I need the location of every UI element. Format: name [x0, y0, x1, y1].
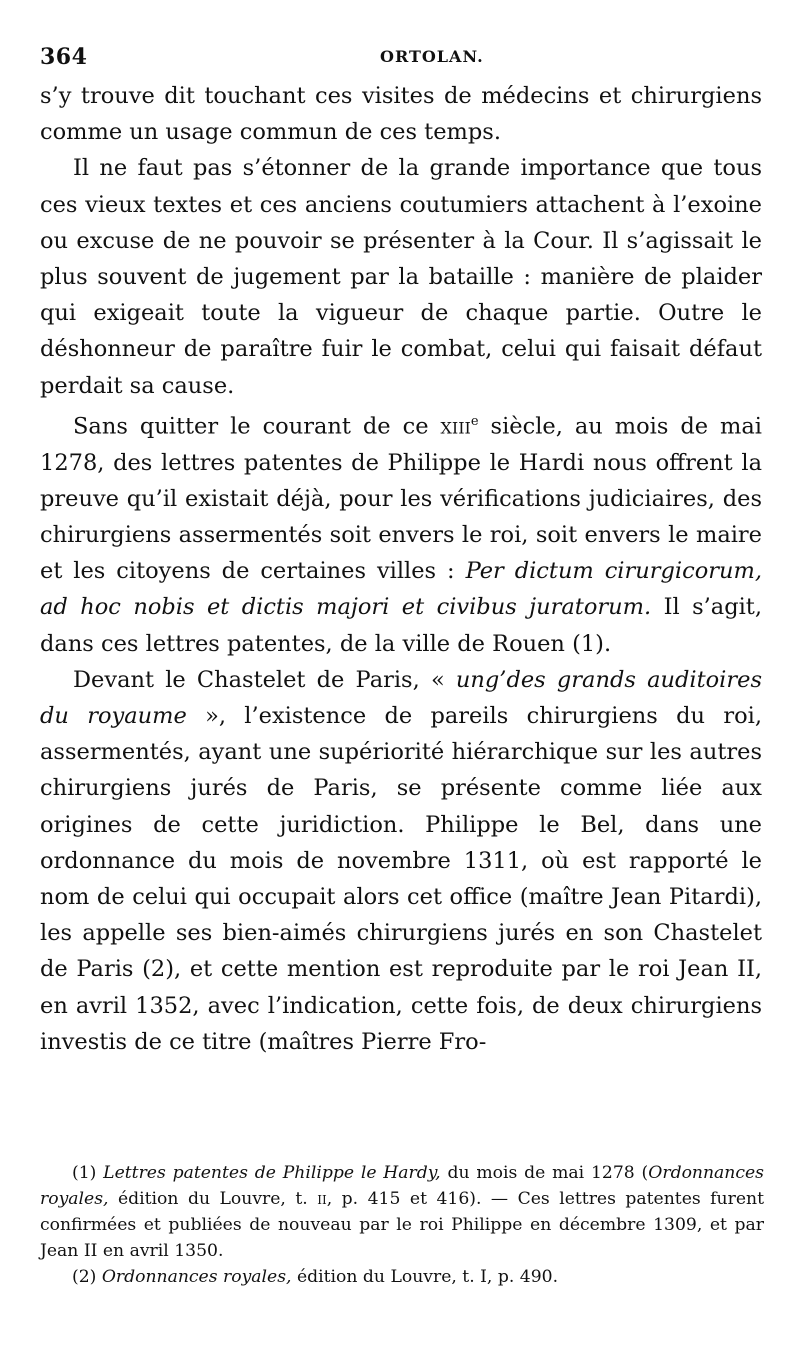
paragraph-text: siècle, au mois de mai 1278, des lettres patentes de Philippe le Hardi nous offrent la preuve qu’il existait déjà, pour les vérifications judiciaires, des chirurgiens assermentés soit envers le roi, soit envers le maire et les citoyens de certaines villes : [40, 413, 762, 585]
paragraph-text: Il s’agit, dans ces lettres patentes, de la ville de Rouen (1). [40, 594, 762, 657]
page-number: 364 [40, 44, 88, 70]
century-superscript: e [470, 413, 479, 429]
paragraph-exoine [40, 150, 762, 403]
footnote-1 [40, 1160, 764, 1264]
volume-numeral: ii [317, 1189, 327, 1209]
paragraph-continuation [40, 78, 762, 150]
footnotes [40, 1160, 764, 1290]
quoted-phrase: ung’des grands auditoires du royaume [40, 666, 762, 729]
paragraph-text: s’y trouve dit touchant ces visites de médecins et chirurgiens comme un usage commun de ces temps. [40, 83, 762, 146]
footnote-title: Ordonnances royales, [101, 1267, 292, 1287]
paragraph-text: Devant le Chastelet de Paris, « [73, 666, 456, 693]
footnote-text: édition du Louvre, t. [108, 1189, 318, 1209]
footnote-marker: (2) [72, 1267, 102, 1287]
footnote-title: Ordonnances royales, [40, 1163, 764, 1209]
paragraph-lettres-patentes [40, 404, 762, 662]
footnote-2 [40, 1264, 764, 1290]
paragraph-text: Il ne faut pas s’étonner de la grande importance que tous ces vieux textes et ces anciens coutumiers attachent à l’exoine ou excuse de ne pouvoir se présenter à la Cour. Il s’agissait le plus souvent de jugement par la bataille : manière de plaider qui exigeait toute la vigueur de chaque partie. Outre le déshonneur de paraître fuir le combat, celui qui faisait défaut perdait sa cause. [40, 155, 762, 399]
paragraph-text: Sans quitter le courant de ce [73, 413, 441, 440]
running-head: ORTOLAN. [380, 47, 484, 66]
page-header [40, 44, 760, 72]
footnote-title: Lettres patentes de Philippe le Hardy, [103, 1163, 441, 1183]
footnote-marker: (1) [72, 1163, 104, 1183]
body-text [40, 78, 762, 1060]
footnote-text: , p. 415 et 416). — Ces lettres patentes furent confirmées et publiées de nouveau par le roi Philippe en décembre 1309, et par Jean II en avril 1350. [40, 1189, 764, 1261]
footnote-text: édition du Louvre, t. I, p. 490. [291, 1267, 559, 1287]
paragraph-chastelet [40, 662, 762, 1060]
latin-quotation: Per dictum cirurgicorum, ad hoc nobis et dictis majori et civibus juratorum. [40, 558, 762, 621]
paragraph-text: », l’existence de pareils chirurgiens du roi, assermentés, ayant une supériorité hiérarchique sur les autres chirurgiens jurés de Paris, se présente comme liée aux origines de cette juridiction. Philippe le Bel, dans une ordonnance du mois de novembre 1311, où est rapporté le nom de celui qui occupait alors cet office (maître Jean Pitardi), les appelle ses bien-aimés chirurgiens jurés en son Chastelet de Paris (2), et cette mention est reproduite par le roi Jean II, en avril 1352, avec l’indication, cette fois, de deux chirurgiens investis de ce titre (maîtres Pierre Fro- [40, 702, 762, 1055]
century-numeral: xiii [440, 413, 471, 440]
footnote-text: du mois de mai 1278 ( [440, 1163, 649, 1183]
